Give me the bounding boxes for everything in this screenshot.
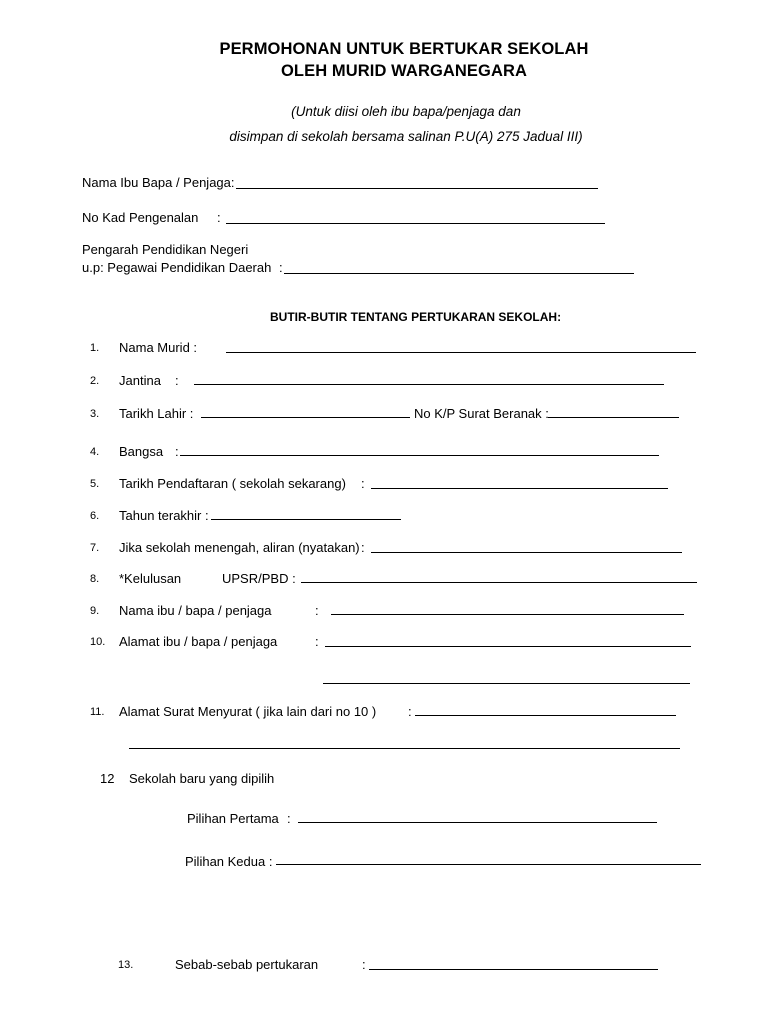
bangsa-label: Bangsa bbox=[119, 444, 164, 459]
alamat-ibu-bapa-penjaga-label: Alamat ibu / bapa / penjaga bbox=[119, 634, 278, 649]
tarikh-pendaftaran-label: Tarikh Pendaftaran ( sekolah sekarang) bbox=[119, 476, 346, 491]
pilihan-pertama-label: Pilihan Pertama bbox=[187, 811, 279, 826]
pilihan-pertama-colon: : bbox=[287, 811, 291, 826]
nama-ibu-bapa-label: Nama Ibu Bapa / Penjaga: bbox=[82, 175, 235, 190]
pilihan-pertama-field[interactable] bbox=[298, 822, 657, 823]
item-number: 10. bbox=[90, 636, 106, 648]
item-number: 3. bbox=[90, 408, 100, 420]
tarikh-lahir-label: Tarikh Lahir : bbox=[119, 406, 194, 421]
alamat-ibu-bapa-penjaga-field-line2[interactable] bbox=[323, 683, 690, 684]
item-number: 6. bbox=[90, 510, 100, 522]
sebab-pertukaran-colon: : bbox=[362, 957, 366, 972]
no-kad-colon: : bbox=[217, 210, 221, 225]
item-number: 2. bbox=[90, 375, 100, 387]
aliran-label: Jika sekolah menengah, aliran (nyatakan) bbox=[119, 540, 360, 555]
upsr-pbd-label: UPSR/PBD : bbox=[222, 571, 296, 586]
section-heading: BUTIR-BUTIR TENTANG PERTUKARAN SEKOLAH: bbox=[270, 310, 562, 324]
nama-murid-label: Nama Murid : bbox=[119, 340, 198, 355]
bangsa-colon: : bbox=[175, 444, 179, 459]
alamat-surat-menyurat-field-line2[interactable] bbox=[129, 748, 680, 749]
no-kp-surat-beranak-field[interactable] bbox=[548, 417, 679, 418]
pilihan-kedua-field[interactable] bbox=[276, 864, 701, 865]
sebab-pertukaran-field[interactable] bbox=[369, 969, 658, 970]
item-number: 1. bbox=[90, 342, 100, 354]
form-subtitle-line1: (Untuk diisi oleh ibu bapa/penjaga dan bbox=[291, 104, 521, 119]
nama-ibu-bapa-penjaga-label: Nama ibu / bapa / penjaga bbox=[119, 603, 272, 618]
tarikh-pendaftaran-colon: : bbox=[361, 476, 365, 491]
bangsa-field[interactable] bbox=[180, 455, 659, 456]
aliran-field[interactable] bbox=[371, 552, 682, 553]
sekolah-baru-label: Sekolah baru yang dipilih bbox=[129, 771, 275, 786]
form-title-line2: OLEH MURID WARGANEGARA bbox=[280, 62, 528, 80]
tahun-terakhir-label: Tahun terakhir : bbox=[119, 508, 209, 523]
item-number: 4. bbox=[90, 446, 100, 458]
pengarah-field[interactable] bbox=[284, 273, 634, 274]
pengarah-label-line2: u.p: Pegawai Pendidikan Daerah bbox=[82, 260, 272, 275]
kelulusan-field[interactable] bbox=[301, 582, 697, 583]
pengarah-colon: : bbox=[279, 260, 283, 275]
sebab-pertukaran-label: Sebab-sebab pertukaran bbox=[175, 957, 319, 972]
tarikh-lahir-field[interactable] bbox=[201, 417, 410, 418]
item-number: 13. bbox=[118, 959, 134, 971]
jantina-colon: : bbox=[175, 373, 179, 388]
item-number: 12 bbox=[100, 771, 115, 786]
jantina-field[interactable] bbox=[194, 384, 664, 385]
pengarah-label-line1: Pengarah Pendidikan Negeri bbox=[82, 242, 249, 257]
alamat-surat-menyurat-label: Alamat Surat Menyurat ( jika lain dari no 10 ) bbox=[119, 704, 377, 719]
no-kp-surat-beranak-label: No K/P Surat Beranak : bbox=[414, 406, 549, 421]
aliran-colon: : bbox=[361, 540, 365, 555]
jantina-label: Jantina bbox=[119, 373, 161, 388]
nama-ibu-bapa-penjaga-field[interactable] bbox=[331, 614, 684, 615]
tarikh-pendaftaran-field[interactable] bbox=[371, 488, 668, 489]
item-number: 11. bbox=[90, 706, 105, 718]
kelulusan-label: *Kelulusan bbox=[119, 571, 182, 586]
item-number: 8. bbox=[90, 573, 100, 585]
no-kad-label: No Kad Pengenalan bbox=[82, 210, 199, 225]
alamat-surat-menyurat-colon: : bbox=[408, 704, 412, 719]
alamat-ibu-bapa-penjaga-field-line1[interactable] bbox=[325, 646, 691, 647]
nama-ibu-bapa-field[interactable] bbox=[236, 188, 598, 189]
form-title-line1: PERMOHONAN UNTUK BERTUKAR SEKOLAH bbox=[219, 40, 589, 58]
nama-murid-field[interactable] bbox=[226, 352, 696, 353]
pilihan-kedua-label: Pilihan Kedua : bbox=[185, 854, 273, 869]
item-number: 5. bbox=[90, 478, 100, 490]
tahun-terakhir-field[interactable] bbox=[211, 519, 401, 520]
alamat-ibu-bapa-penjaga-colon: : bbox=[315, 634, 319, 649]
item-number: 9. bbox=[90, 605, 100, 617]
alamat-surat-menyurat-field-line1[interactable] bbox=[415, 715, 676, 716]
item-number: 7. bbox=[90, 542, 100, 554]
form-subtitle-line2: disimpan di sekolah bersama salinan P.U(A) 275 Jadual III) bbox=[229, 129, 583, 144]
no-kad-field[interactable] bbox=[226, 223, 605, 224]
nama-ibu-bapa-penjaga-colon: : bbox=[315, 603, 319, 618]
